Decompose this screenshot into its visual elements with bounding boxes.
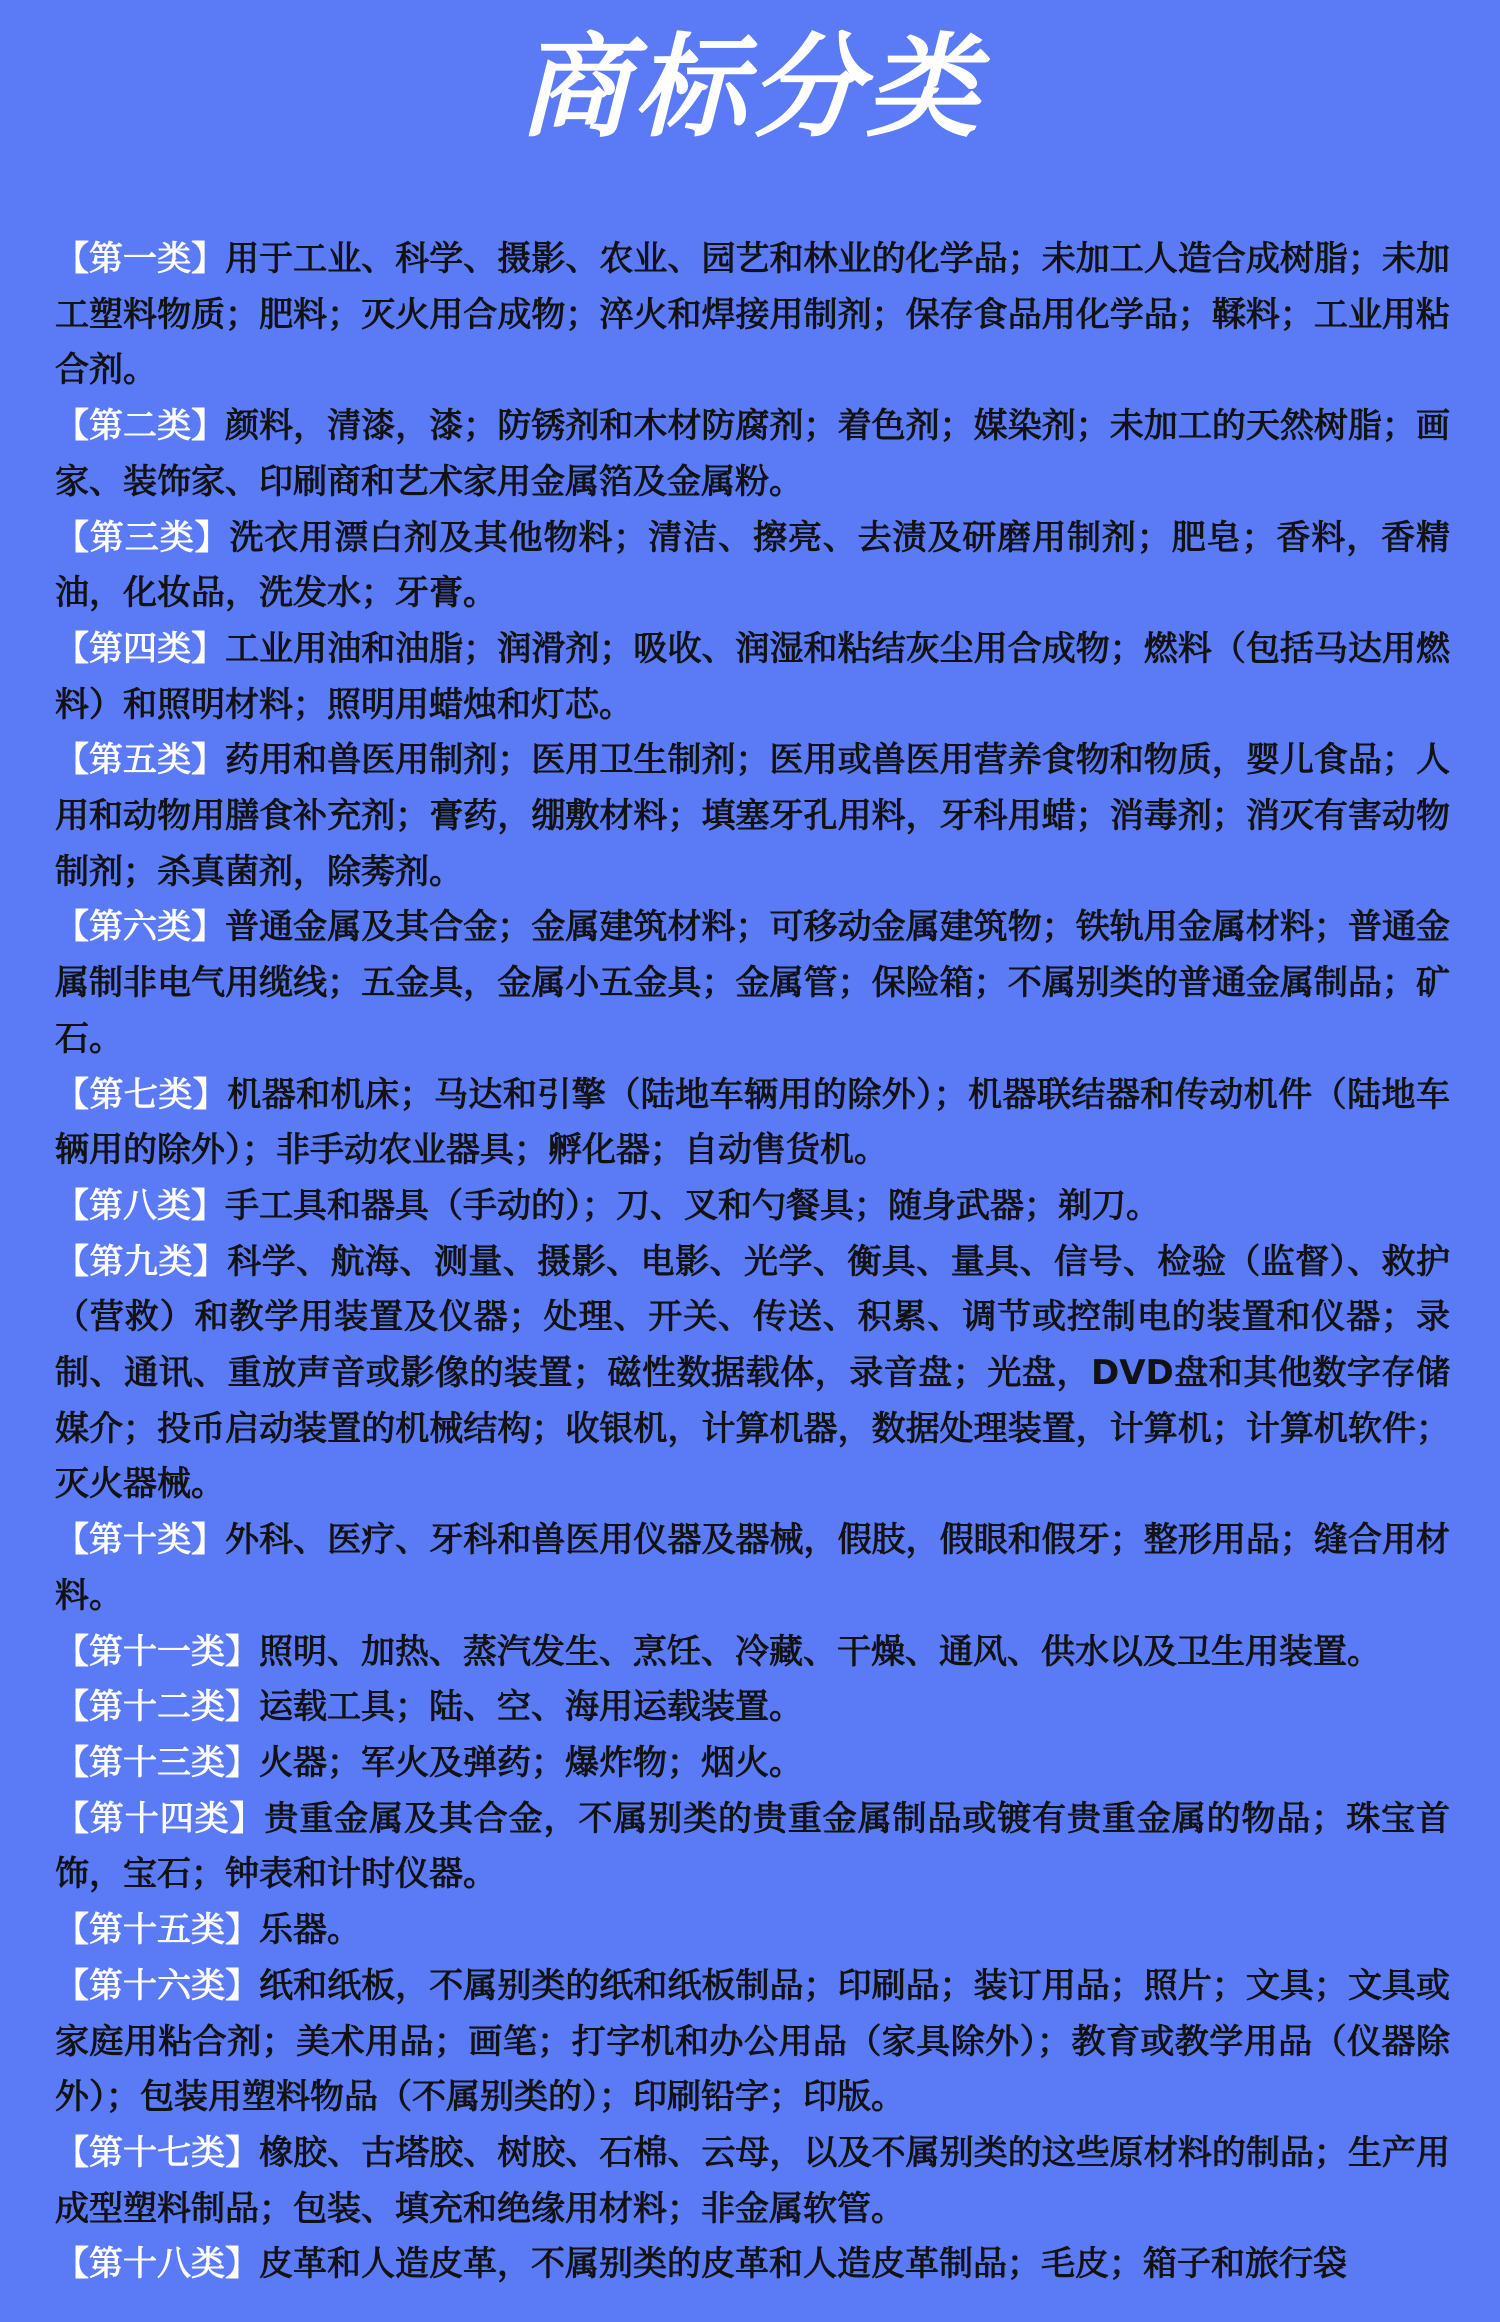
category-entry (55, 1513, 1450, 1624)
category-description: 纸和纸板，不属别类的纸和纸板制品；印刷品；装订用品；照片；文具；文具或家庭用粘合剂；美术用品；画笔；打字机和办公用品（家具除外）；教育或教学用品（仪器除外）；包装用塑料物品（不属别类的）；印刷铅字；印版。 (55, 1965, 1451, 2118)
category-label: 【第十五类】 (55, 1910, 259, 1951)
category-description: 贵重金属及其合金，不属别类的贵重金属制品或镀有贵重金属的物品；珠宝首饰，宝石；钟表和计时仪器。 (55, 1798, 1451, 1895)
category-entry (55, 1068, 1450, 1179)
category-list (55, 232, 1450, 2293)
category-entry (55, 1959, 1450, 2126)
category-entry (55, 1736, 1450, 1792)
category-label: 【第十七类】 (55, 2132, 260, 2173)
category-description: 皮革和人造皮革，不属别类的皮革和人造皮革制品；毛皮；箱子和旅行袋 (259, 2244, 1347, 2285)
category-description: 颜料，清漆，漆；防锈剂和木材防腐剂；着色剂；媒染剂；未加工的天然树脂；画家、装饰家、印刷商和艺术家用金属箔及金属粉。 (55, 406, 1450, 502)
category-entry (55, 399, 1450, 510)
category-description: 工业用油和油脂；润滑剂；吸收、润湿和粘结灰尘用合成物；燃料（包括马达用燃料）和照明材料；照明用蜡烛和灯芯。 (55, 628, 1450, 725)
category-description: 手工具和器具（手动的）；刀、叉和勺餐具；随身武器；剃刀。 (225, 1185, 1160, 1226)
category-description: 橡胶、古塔胶、树胶、石棉、云母，以及不属别类的这些原材料的制品；生产用成型塑料制品；包装、填充和绝缘用材料；非金属软管。 (55, 2132, 1451, 2229)
category-description: 洗衣用漂白剂及其他物料；清洁、擦亮、去渍及研磨用制剂；肥皂；香料，香精油，化妆品，洗发水；牙膏。 (55, 517, 1451, 614)
category-label: 【第三类】 (55, 517, 230, 558)
category-label: 【第十六类】 (55, 1965, 260, 2006)
category-label: 【第十一类】 (55, 1631, 259, 1672)
category-entry (55, 622, 1450, 733)
category-label: 【第一类】 (55, 239, 226, 279)
category-entry (55, 900, 1450, 1067)
category-entry (55, 2237, 1450, 2293)
category-entry (55, 1792, 1450, 1903)
category-description: 用于工业、科学、摄影、农业、园艺和林业的化学品；未加工人造合成树脂；未加工塑料物质；肥料；灭火用合成物；淬火和焊接用制剂；保存食品用化学品；鞣料；工业用粘合剂。 (55, 239, 1450, 391)
category-label: 【第十八类】 (55, 2244, 259, 2285)
category-description: 火器；军火及弹药；爆炸物；烟火。 (259, 1742, 803, 1783)
category-entry (55, 1680, 1450, 1736)
category-entry (55, 511, 1450, 622)
category-entry (55, 2126, 1450, 2237)
category-description: 乐器。 (259, 1910, 361, 1951)
category-label: 【第十四类】 (55, 1798, 265, 1839)
category-label: 【第七类】 (55, 1074, 228, 1115)
category-entry (55, 232, 1450, 399)
category-description: 普通金属及其合金；金属建筑材料；可移动金属建筑物；铁轨用金属材料；普通金属制非电气用缆线；五金具，金属小五金具；金属管；保险箱；不属别类的普通金属制品；矿石。 (55, 907, 1450, 1059)
category-entry (55, 1625, 1450, 1681)
category-description: 科学、航海、测量、摄影、电影、光学、衡具、量具、信号、检验（监督）、救护（营救）和教学用装置及仪器；处理、开关、传送、积累、调节或控制电的装置和仪器；录制、通讯、重放声音或影像的装置；磁性数据载体，录音盘；光盘，DVD盘和其他数字存储媒介；投币启动装置的机械结构；收银机，计算机器，数据处理装置，计算机；计算机软件；灭火器械。 (55, 1241, 1450, 1505)
category-label: 【第二类】 (55, 406, 226, 447)
category-description: 外科、医疗、牙科和兽医用仪器及器械，假肢，假眼和假牙；整形用品；缝合用材料。 (55, 1520, 1450, 1616)
category-label: 【第十类】 (55, 1520, 226, 1561)
category-label: 【第八类】 (55, 1185, 225, 1226)
category-description: 运载工具；陆、空、海用运载装置。 (259, 1687, 803, 1728)
category-label: 【第五类】 (55, 740, 226, 781)
category-entry (55, 733, 1450, 900)
category-label: 【第九类】 (55, 1241, 228, 1282)
category-description: 照明、加热、蒸汽发生、烹饪、冷藏、干燥、通风、供水以及卫生用装置。 (259, 1631, 1381, 1672)
category-label: 【第十二类】 (55, 1687, 259, 1728)
category-label: 【第六类】 (55, 907, 226, 948)
category-entry (55, 1903, 1450, 1959)
category-label: 【第十三类】 (55, 1742, 259, 1783)
page-title: 商标分类 (518, 23, 982, 153)
category-description: 机器和机床；马达和引擎（陆地车辆用的除外）；机器联结器和传动机件（陆地车辆用的除外）；非手动农业器具；孵化器；自动售货机。 (55, 1074, 1450, 1171)
category-description: 药用和兽医用制剂；医用卫生制剂；医用或兽医用营养食物和物质，婴儿食品；人用和动物用膳食补充剂；膏药，绷敷材料；填塞牙孔用料，牙科用蜡；消毒剂；消灭有害动物制剂；杀真菌剂，除莠剂。 (55, 740, 1450, 892)
category-entry (55, 1179, 1450, 1235)
category-label: 【第四类】 (55, 628, 226, 669)
category-entry (55, 1235, 1450, 1514)
